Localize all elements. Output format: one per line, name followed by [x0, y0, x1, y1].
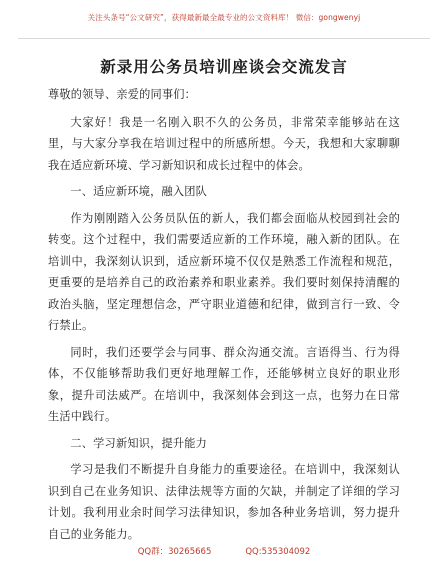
footer-contact	[0, 545, 448, 557]
footer-qq: QQ:535304092	[245, 547, 311, 557]
document-body	[48, 84, 400, 550]
document-title: 新录用公务员培训座谈会交流发言	[100, 58, 348, 76]
paragraph-learning: 学习是我们不断提升自身能力的重要途径。在培训中，我深刻认识到自己在业务知识、法律法规等方面的欠缺，并制定了详细的学习计划。我利用业余时间学习法律知识，参加各种业务培训，努力提升自己的业务能力。	[48, 463, 400, 541]
footer-qq-group: QQ群：30265665	[137, 547, 212, 557]
header-divider	[18, 38, 430, 39]
paragraph-intro: 大家好！我是一名刚入职不久的公务员，非常荣幸能够站在这里，与大家分享我在培训过程中的所感所想。今天，我想和大家聊聊我在适应新环境、学习新知识和成长过程中的体会。	[48, 115, 400, 172]
section-heading-2: 二、学习新知识，提升能力	[70, 436, 208, 450]
promo-banner: 关注头条号“公文研究”，获得最新最全最专业的公文资料库！ 微信：gongwenyj	[87, 13, 361, 22]
paragraph-communicate: 同时，我们还要学会与同事、群众沟通交流。言语得当、行为得体，不仅能够帮助我们更好地理解工作，还能够树立良好的职业形象，提升司法威严。在培训中，我深刻体会到这一点，也努力在日常生活中践行。	[48, 345, 400, 423]
paragraph-adapt: 作为刚刚踏入公务员队伍的新人，我们都会面临从校园到社会的转变。这个过程中，我们需要适应新的工作环境，融入新的团队。在培训中，我深刻认识到，适应新环境不仅仅是熟悉工作流程和规范，更重要的是培养自己的政治素养和职业素养。我们要时刻保持清醒的政治头脑，坚定理想信念，严守职业道德和纪律，做到言行一致、令行禁止。	[48, 211, 400, 332]
section-heading-1: 一、适应新环境，融入团队	[70, 185, 208, 198]
greeting: 尊敬的领导、亲爱的同事们：	[48, 88, 197, 101]
